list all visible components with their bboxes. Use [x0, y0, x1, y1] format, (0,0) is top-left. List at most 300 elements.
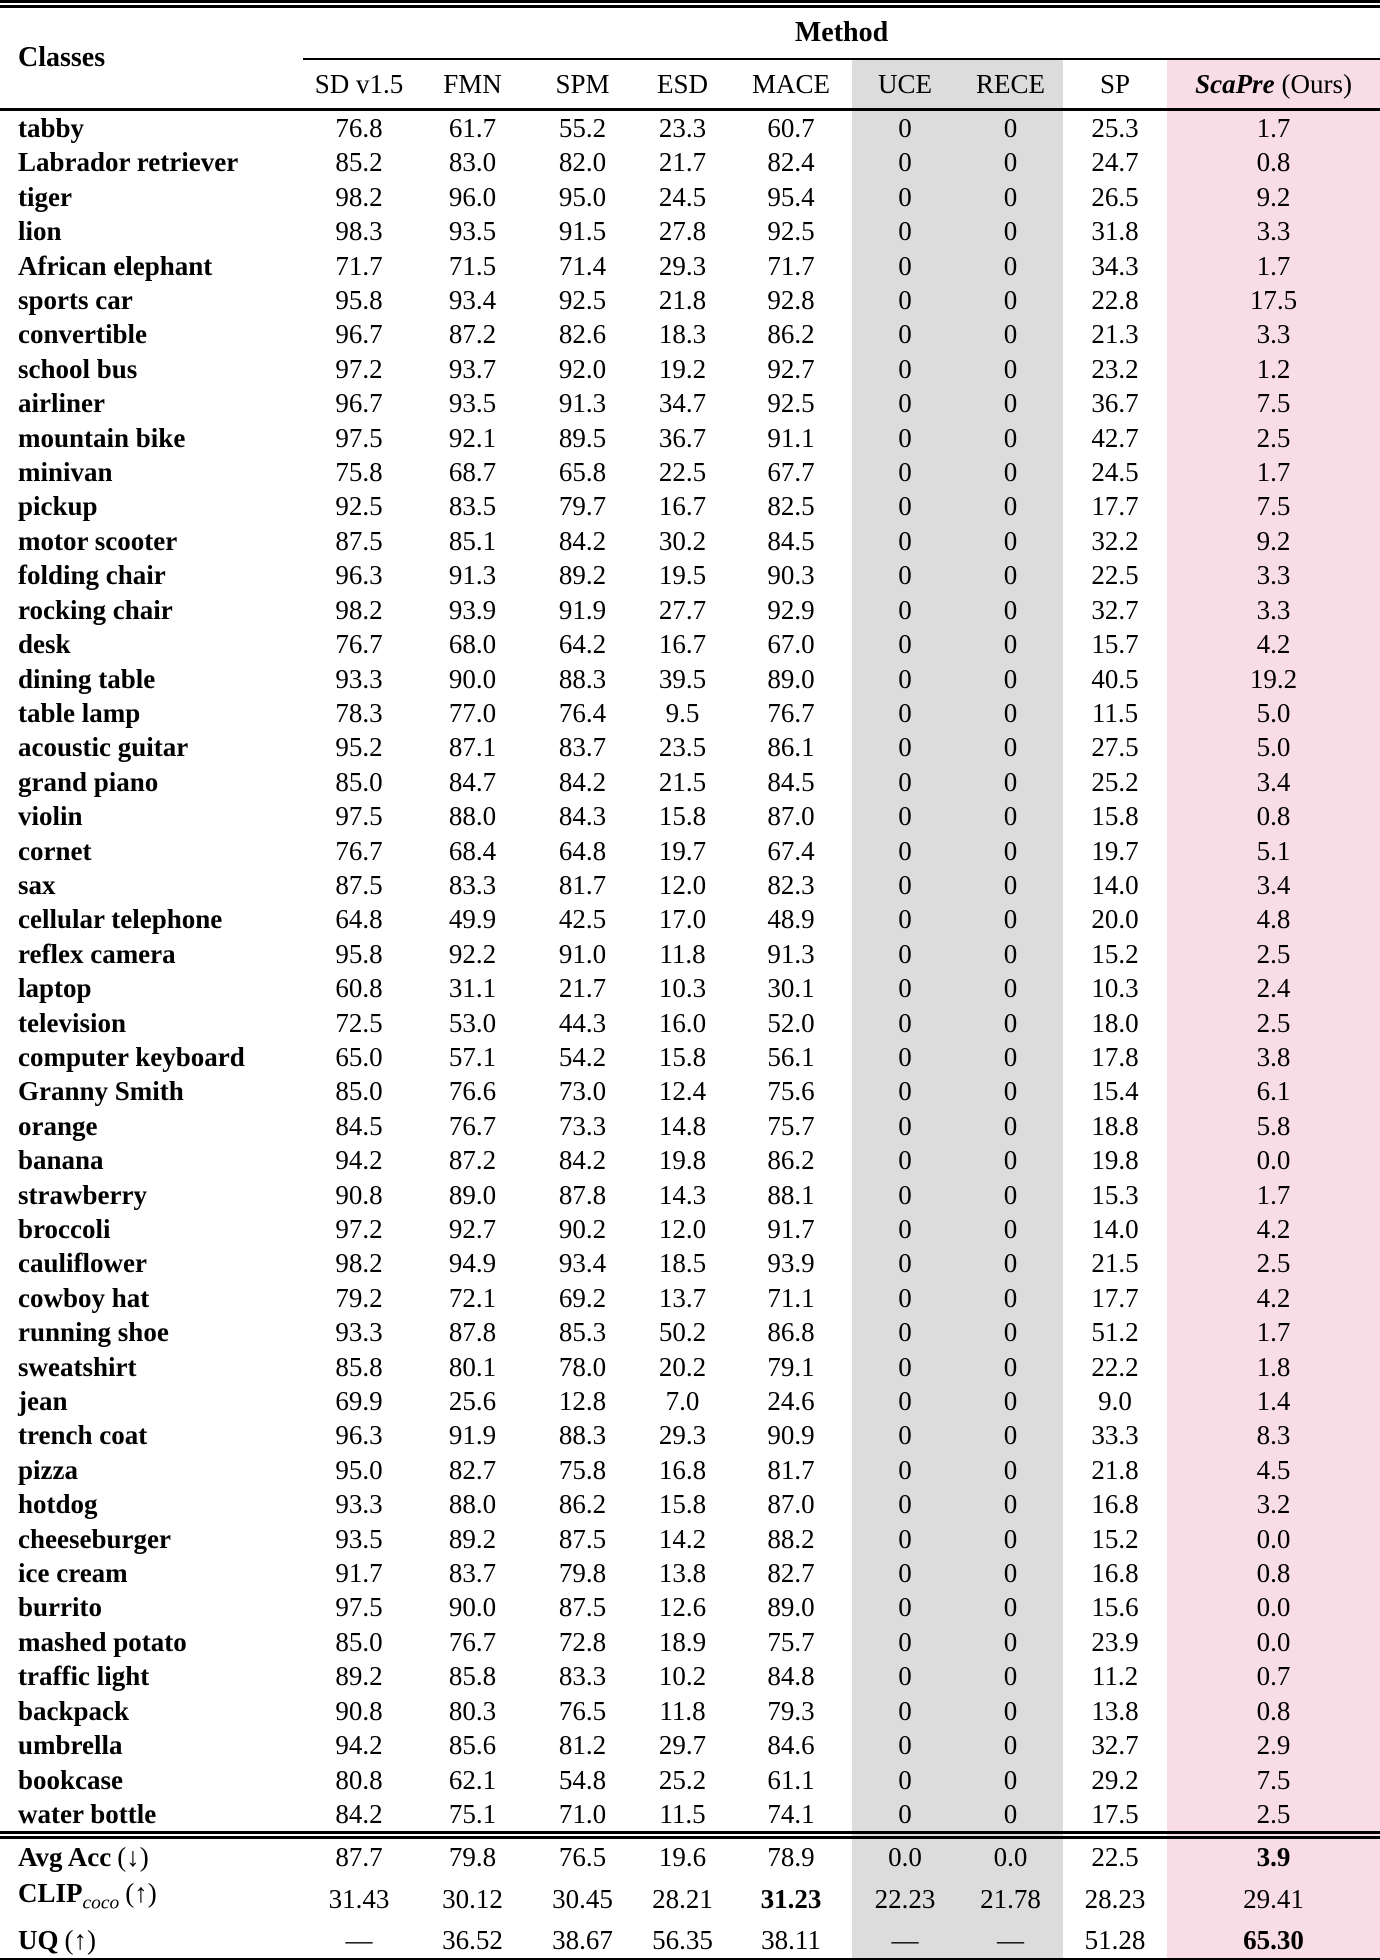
value-cell: 88.3 — [558, 1420, 607, 1451]
value-cell: 13.7 — [658, 1282, 707, 1313]
value-cell: 69.9 — [335, 1386, 383, 1417]
value-cell: 76.7 — [767, 697, 815, 728]
value-cell: 52.0 — [767, 1007, 815, 1038]
value-cell: 30.1 — [767, 973, 815, 1004]
table-row — [0, 1694, 1380, 1728]
value-cell: 0 — [852, 1281, 958, 1315]
value-cell: 75.6 — [767, 1076, 815, 1107]
value-cell: 2.9 — [1167, 1728, 1380, 1762]
value-cell: 91.0 — [558, 938, 607, 969]
col-header-sp: SP — [1063, 59, 1167, 110]
table-row — [0, 765, 1380, 799]
value-cell: 7.5 — [1167, 386, 1380, 420]
value-cell: 32.7 — [1091, 594, 1139, 625]
value-cell: 84.2 — [335, 1798, 383, 1829]
value-cell: 0 — [852, 593, 958, 627]
value-cell: 95.4 — [767, 181, 815, 212]
value-cell: 0 — [958, 1728, 1063, 1762]
value-cell: 0 — [958, 1143, 1063, 1177]
value-cell: 16.7 — [658, 491, 707, 522]
class-label: dining table — [18, 663, 156, 694]
value-cell: 0.8 — [1167, 1694, 1380, 1728]
value-cell: 91.5 — [558, 216, 607, 247]
value-cell: 1.7 — [1167, 110, 1380, 146]
value-cell: 0 — [852, 1763, 958, 1797]
value-cell: 80.8 — [335, 1764, 383, 1795]
value-cell: 0 — [958, 180, 1063, 214]
value-cell: 60.8 — [335, 973, 383, 1004]
class-label: violin — [18, 801, 83, 832]
table-row — [0, 1315, 1380, 1349]
summary-value-cell: 21.78 — [958, 1875, 1063, 1921]
col-header-scapre — [1167, 59, 1380, 110]
value-cell: 2.5 — [1167, 1006, 1380, 1040]
class-label: banana — [18, 1145, 104, 1176]
value-cell: 2.5 — [1167, 421, 1380, 455]
value-cell: 15.8 — [658, 1041, 707, 1072]
value-cell: 0 — [958, 110, 1063, 146]
class-label: tiger — [18, 181, 72, 212]
value-cell: 89.0 — [767, 663, 815, 694]
value-cell: 0 — [852, 1143, 958, 1177]
value-cell: 36.7 — [1091, 388, 1139, 419]
value-cell: 89.2 — [558, 560, 607, 591]
value-cell: 84.6 — [767, 1730, 815, 1761]
value-cell: 69.2 — [558, 1282, 607, 1313]
value-cell: 76.4 — [558, 697, 607, 728]
classes-header: Classes — [0, 4, 303, 110]
value-cell: 0 — [852, 1625, 958, 1659]
value-cell: 24.5 — [1091, 457, 1139, 488]
value-cell: 9.2 — [1167, 180, 1380, 214]
class-label: African elephant — [18, 250, 213, 281]
table-row — [0, 1556, 1380, 1590]
value-cell: 84.3 — [558, 801, 607, 832]
value-cell: 4.5 — [1167, 1453, 1380, 1487]
value-cell: 0 — [852, 765, 958, 799]
value-cell: 1.7 — [1167, 249, 1380, 283]
value-cell: 19.8 — [658, 1145, 707, 1176]
value-cell: 0 — [852, 180, 958, 214]
col-header-rece: RECE — [958, 59, 1063, 110]
value-cell: 19.7 — [1091, 835, 1139, 866]
value-cell: 25.6 — [448, 1386, 497, 1417]
class-label: running shoe — [18, 1317, 169, 1348]
value-cell: 64.8 — [558, 835, 607, 866]
value-cell: 75.7 — [767, 1110, 815, 1141]
value-cell: 0 — [852, 283, 958, 317]
value-cell: 56.1 — [767, 1041, 815, 1072]
value-cell: 11.8 — [659, 1695, 706, 1726]
value-cell: 92.5 — [767, 388, 815, 419]
value-cell: 83.7 — [558, 732, 607, 763]
value-cell: 20.2 — [658, 1351, 707, 1382]
value-cell: 0 — [958, 1281, 1063, 1315]
value-cell: 88.2 — [767, 1523, 815, 1554]
value-cell: 0.0 — [1167, 1522, 1380, 1556]
value-cell: 1.4 — [1167, 1384, 1380, 1418]
value-cell: 0 — [852, 696, 958, 730]
summary-value-cell: — — [303, 1922, 415, 1960]
value-cell: 7.5 — [1167, 489, 1380, 523]
value-cell: 0 — [852, 662, 958, 696]
value-cell: 0 — [958, 1074, 1063, 1108]
value-cell: 76.6 — [448, 1076, 497, 1107]
value-cell: 2.4 — [1167, 971, 1380, 1005]
table-row — [0, 1246, 1380, 1280]
value-cell: 4.2 — [1167, 1212, 1380, 1246]
value-cell: 26.5 — [1091, 181, 1139, 212]
value-cell: 0 — [852, 937, 958, 971]
table-row — [0, 662, 1380, 696]
value-cell: 62.1 — [448, 1764, 497, 1795]
value-cell: 6.1 — [1167, 1074, 1380, 1108]
value-cell: 48.9 — [767, 904, 815, 935]
table-row — [0, 1040, 1380, 1074]
value-cell: 78.0 — [558, 1351, 607, 1382]
value-cell: 93.5 — [448, 388, 497, 419]
value-cell: 0 — [958, 1797, 1063, 1835]
value-cell: 76.7 — [335, 629, 383, 660]
value-cell: 68.0 — [448, 629, 497, 660]
class-label: cellular telephone — [18, 904, 223, 935]
value-cell: 0.0 — [1167, 1143, 1380, 1177]
value-cell: 12.8 — [558, 1386, 607, 1417]
class-label: orange — [18, 1110, 98, 1141]
value-cell: 87.2 — [448, 1145, 497, 1176]
class-label: sports car — [18, 285, 133, 316]
value-cell: 0 — [852, 214, 958, 248]
table-row — [0, 1143, 1380, 1177]
value-cell: 54.8 — [558, 1764, 607, 1795]
value-cell: 0 — [852, 110, 958, 146]
value-cell: 3.3 — [1167, 317, 1380, 351]
value-cell: 29.3 — [658, 1420, 707, 1451]
value-cell: 93.9 — [767, 1248, 815, 1279]
value-cell: 0 — [958, 730, 1063, 764]
value-cell: 0 — [852, 489, 958, 523]
value-cell: 13.8 — [1091, 1695, 1139, 1726]
value-cell: 87.2 — [448, 319, 497, 350]
class-label: computer keyboard — [18, 1041, 245, 1072]
value-cell: 1.7 — [1167, 1315, 1380, 1349]
table-row — [0, 1522, 1380, 1556]
table-row — [0, 180, 1380, 214]
value-cell: 82.0 — [558, 147, 607, 178]
class-label: Labrador retriever — [18, 147, 239, 178]
table-row — [0, 421, 1380, 455]
value-cell: 8.3 — [1167, 1418, 1380, 1452]
summary-row — [0, 1835, 1380, 1875]
value-cell: 84.5 — [767, 525, 815, 556]
value-cell: 0 — [852, 730, 958, 764]
class-label: television — [18, 1007, 126, 1038]
value-cell: 0 — [958, 1040, 1063, 1074]
value-cell: 83.5 — [448, 491, 497, 522]
value-cell: 82.3 — [767, 869, 815, 900]
value-cell: 92.8 — [767, 285, 815, 316]
class-label: tabby — [18, 113, 85, 143]
value-cell: 14.2 — [658, 1523, 707, 1554]
value-cell: 15.8 — [1091, 801, 1139, 832]
value-cell: 29.3 — [658, 250, 707, 281]
value-cell: 0 — [958, 1418, 1063, 1452]
table-row — [0, 352, 1380, 386]
class-label: mashed potato — [18, 1626, 187, 1657]
value-cell: 68.7 — [448, 457, 497, 488]
value-cell: 15.8 — [658, 1489, 707, 1520]
col-header-esd: ESD — [635, 59, 730, 110]
value-cell: 19.2 — [658, 353, 707, 384]
value-cell: 0 — [852, 902, 958, 936]
value-cell: 93.5 — [335, 1523, 383, 1554]
summary-value-cell: 28.21 — [652, 1883, 713, 1914]
value-cell: 95.8 — [335, 938, 383, 969]
value-cell: 24.6 — [767, 1386, 815, 1417]
summary-value-cell: 79.8 — [415, 1835, 530, 1875]
value-cell: 21.3 — [1091, 319, 1139, 350]
class-label: water bottle — [18, 1798, 157, 1829]
value-cell: 94.2 — [335, 1145, 383, 1176]
value-cell: 80.1 — [448, 1351, 497, 1382]
value-cell: 86.2 — [767, 1145, 815, 1176]
value-cell: 3.3 — [1167, 558, 1380, 592]
value-cell: 91.9 — [558, 594, 607, 625]
summary-value-cell: 38.67 — [530, 1922, 635, 1960]
value-cell: 0 — [958, 1522, 1063, 1556]
value-cell: 39.5 — [658, 663, 707, 694]
value-cell: 0 — [958, 489, 1063, 523]
summary-label — [0, 1922, 303, 1960]
value-cell: 0 — [958, 1659, 1063, 1693]
value-cell: 83.7 — [448, 1558, 497, 1589]
table-row — [0, 1074, 1380, 1108]
value-cell: 15.2 — [1091, 938, 1139, 969]
value-cell: 0 — [958, 558, 1063, 592]
value-cell: 92.5 — [558, 285, 607, 316]
value-cell: 0 — [852, 1590, 958, 1624]
summary-value-cell: 3.9 — [1167, 1835, 1380, 1875]
class-label: cheeseburger — [18, 1523, 171, 1554]
value-cell: 0 — [958, 971, 1063, 1005]
table-row — [0, 799, 1380, 833]
table-row — [0, 455, 1380, 489]
value-cell: 0 — [958, 1178, 1063, 1212]
summary-metric-arrow: (↓) — [117, 1842, 149, 1873]
table-row — [0, 1659, 1380, 1693]
summary-value-cell: 29.41 — [1167, 1875, 1380, 1921]
value-cell: 85.6 — [448, 1730, 497, 1761]
value-cell: 78.3 — [335, 697, 383, 728]
value-cell: 57.1 — [448, 1041, 497, 1072]
value-cell: 87.0 — [767, 1489, 815, 1520]
value-cell: 0 — [852, 971, 958, 1005]
value-cell: 80.3 — [448, 1695, 497, 1726]
summary-value-cell: 30.12 — [442, 1883, 503, 1914]
value-cell: 3.2 — [1167, 1487, 1380, 1521]
value-cell: 91.7 — [767, 1214, 815, 1244]
value-cell: 17.7 — [1091, 491, 1139, 522]
value-cell: 73.3 — [558, 1110, 607, 1141]
class-label: mountain bike — [18, 422, 186, 453]
value-cell: 7.0 — [665, 1386, 700, 1417]
value-cell: 90.3 — [767, 560, 815, 591]
value-cell: 79.1 — [767, 1351, 815, 1382]
value-cell: 36.7 — [658, 422, 707, 453]
value-cell: 14.0 — [1091, 1214, 1139, 1244]
value-cell: 2.5 — [1167, 1246, 1380, 1280]
table-row — [0, 1487, 1380, 1521]
value-cell: 86.8 — [767, 1317, 815, 1348]
summary-value-cell: 0.0 — [852, 1835, 958, 1875]
value-cell: 76.7 — [448, 1110, 497, 1141]
value-cell: 42.5 — [558, 904, 607, 935]
value-cell: 98.2 — [335, 594, 383, 625]
table-row — [0, 627, 1380, 661]
value-cell: 75.8 — [335, 457, 383, 488]
value-cell: 0 — [958, 283, 1063, 317]
value-cell: 93.4 — [448, 285, 497, 316]
value-cell: 29.7 — [658, 1730, 707, 1761]
col-header-uce: UCE — [852, 59, 958, 110]
summary-value-cell: 28.23 — [1084, 1883, 1146, 1914]
value-cell: 22.8 — [1091, 285, 1139, 316]
value-cell: 85.3 — [558, 1317, 607, 1348]
value-cell: 22.2 — [1091, 1351, 1139, 1382]
class-label: table lamp — [18, 697, 141, 728]
value-cell: 84.5 — [767, 766, 815, 797]
value-cell: 64.2 — [558, 629, 607, 660]
value-cell: 84.2 — [558, 525, 607, 556]
value-cell: 0 — [852, 421, 958, 455]
summary-value-cell: 78.9 — [730, 1835, 852, 1875]
value-cell: 89.0 — [448, 1179, 497, 1210]
value-cell: 86.2 — [558, 1489, 607, 1520]
value-cell: 81.2 — [558, 1730, 607, 1761]
class-label: umbrella — [18, 1730, 123, 1761]
value-cell: 16.8 — [1091, 1489, 1139, 1520]
value-cell: 27.7 — [658, 594, 707, 625]
value-cell: 21.8 — [1091, 1454, 1139, 1485]
value-cell: 84.2 — [558, 766, 607, 797]
value-cell: 0 — [958, 1556, 1063, 1590]
value-cell: 23.2 — [1091, 353, 1139, 384]
table-row — [0, 524, 1380, 558]
value-cell: 21.7 — [558, 973, 607, 1004]
value-cell: 15.8 — [658, 801, 707, 832]
value-cell: 92.5 — [767, 216, 815, 247]
summary-value-cell: 56.35 — [635, 1922, 730, 1960]
table-row — [0, 110, 1380, 146]
value-cell: 4.8 — [1167, 902, 1380, 936]
value-cell: 16.0 — [658, 1007, 707, 1038]
value-cell: 93.4 — [558, 1248, 607, 1279]
value-cell: 4.2 — [1167, 627, 1380, 661]
summary-value-cell: 51.28 — [1063, 1922, 1167, 1960]
value-cell: 89.0 — [767, 1592, 815, 1623]
value-cell: 0 — [958, 1763, 1063, 1797]
value-cell: 14.8 — [658, 1110, 707, 1141]
table-row — [0, 696, 1380, 730]
value-cell: 18.9 — [658, 1626, 707, 1657]
value-cell: 22.5 — [1091, 560, 1139, 591]
value-cell: 21.8 — [658, 285, 707, 316]
value-cell: 23.9 — [1091, 1626, 1139, 1657]
summary-metric-name: CLIP — [18, 1878, 83, 1909]
value-cell: 18.8 — [1091, 1110, 1139, 1141]
value-cell: 17.5 — [1091, 1798, 1139, 1829]
value-cell: 3.3 — [1167, 593, 1380, 627]
value-cell: 61.7 — [448, 113, 497, 143]
value-cell: 0 — [958, 1212, 1063, 1246]
value-cell: 90.9 — [767, 1420, 815, 1451]
value-cell: 16.7 — [658, 629, 707, 660]
value-cell: 0 — [852, 1659, 958, 1693]
col-header-sdv15: SD v1.5 — [303, 59, 415, 110]
col-header-fmn: FMN — [415, 59, 530, 110]
value-cell: 44.3 — [558, 1007, 607, 1038]
value-cell: 3.4 — [1167, 765, 1380, 799]
value-cell: 34.7 — [658, 388, 707, 419]
value-cell: 17.8 — [1091, 1041, 1139, 1072]
summary-metric-name: UQ — [18, 1924, 59, 1955]
value-cell: 68.4 — [448, 835, 497, 866]
class-label: sax — [18, 869, 56, 900]
value-cell: 25.2 — [658, 1764, 707, 1795]
value-cell: 65.0 — [335, 1041, 383, 1072]
value-cell: 15.7 — [1091, 629, 1139, 660]
value-cell: 0 — [958, 1246, 1063, 1280]
class-label: lion — [18, 216, 62, 247]
table-row — [0, 1625, 1380, 1659]
value-cell: 0 — [852, 1453, 958, 1487]
value-cell: 71.7 — [335, 250, 383, 281]
value-cell: 94.2 — [335, 1730, 383, 1761]
class-label: trench coat — [18, 1420, 148, 1451]
table-row — [0, 1797, 1380, 1835]
value-cell: 0 — [958, 868, 1063, 902]
value-cell: 0 — [852, 1384, 958, 1418]
value-cell: 25.2 — [1091, 766, 1139, 797]
class-label: traffic light — [18, 1661, 150, 1692]
value-cell: 0 — [958, 937, 1063, 971]
value-cell: 18.5 — [658, 1248, 707, 1279]
value-cell: 19.5 — [658, 560, 707, 591]
table-row — [0, 317, 1380, 351]
value-cell: 0 — [852, 799, 958, 833]
value-cell: 85.8 — [335, 1351, 383, 1382]
value-cell: 95.0 — [335, 1454, 383, 1485]
value-cell: 75.8 — [558, 1454, 607, 1485]
value-cell: 19.2 — [1167, 662, 1380, 696]
value-cell: 85.8 — [448, 1661, 497, 1692]
col-header-spm: SPM — [530, 59, 635, 110]
class-label: pizza — [18, 1454, 78, 1485]
value-cell: 17.5 — [1167, 283, 1380, 317]
value-cell: 87.8 — [448, 1317, 497, 1348]
value-cell: 12.4 — [658, 1076, 707, 1107]
table-row — [0, 249, 1380, 283]
value-cell: 0 — [852, 1315, 958, 1349]
table-row — [0, 730, 1380, 764]
value-cell: 83.3 — [448, 869, 497, 900]
value-cell: 93.9 — [448, 594, 497, 625]
value-cell: 11.5 — [659, 1798, 706, 1829]
value-cell: 0.7 — [1167, 1659, 1380, 1693]
table-row — [0, 868, 1380, 902]
value-cell: 0 — [958, 1694, 1063, 1728]
value-cell: 0 — [852, 1728, 958, 1762]
